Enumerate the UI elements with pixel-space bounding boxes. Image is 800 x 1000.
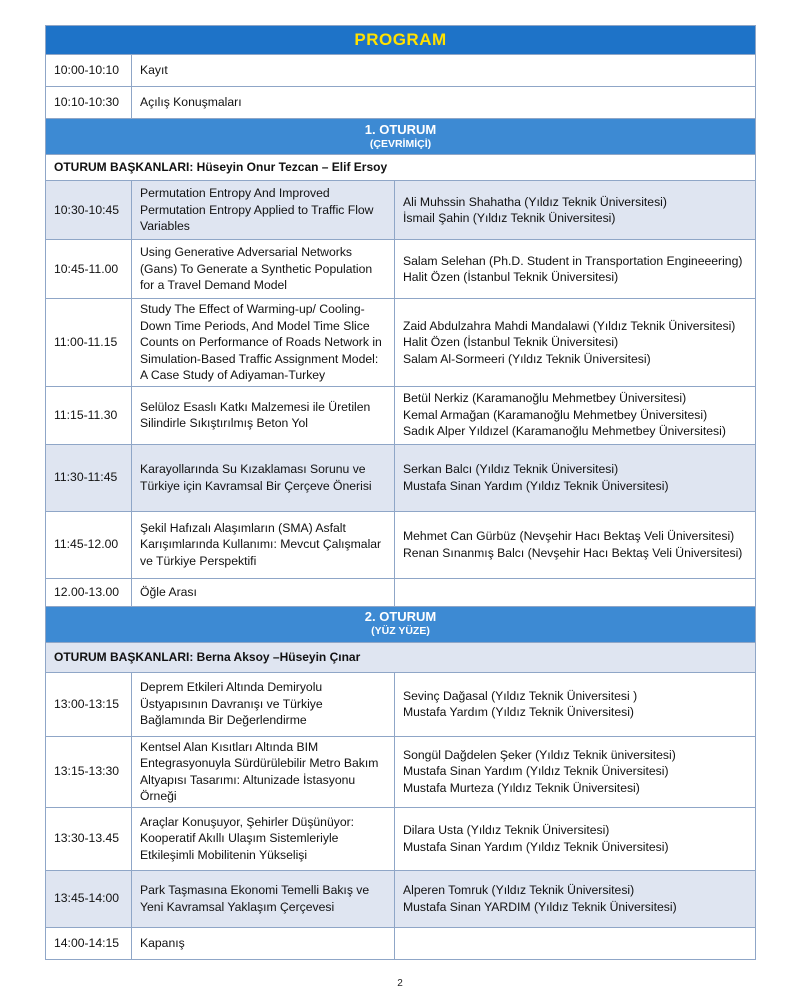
author: Renan Sınanmış Balcı (Nevşehir Hacı Bektaş Veli Üniversitesi) — [403, 545, 743, 560]
author: Sevinç Dağasal (Yıldız Teknik Üniversitesi ) — [403, 688, 638, 703]
talk-authors — [395, 736, 756, 807]
talk-row — [46, 240, 756, 299]
author: Mustafa Murteza (Yıldız Teknik Üniversitesi) — [403, 780, 640, 795]
talk-time: 11:00-11.15 — [46, 299, 132, 387]
author: Zaid Abdulzahra Mahdi Mandalawi (Yıldız Teknik Üniversitesi) — [403, 318, 736, 333]
author: Mustafa Sinan Yardım (Yıldız Teknik Üniversitesi) — [403, 764, 669, 779]
talk-authors — [395, 181, 756, 240]
empty-cell — [395, 927, 756, 959]
talk-title: Park Taşmasına Ekonomi Temelli Bakış ve Yeni Kavramsal Yaklaşım Çerçevesi — [132, 870, 395, 927]
talk-authors — [395, 240, 756, 299]
talk-row — [46, 870, 756, 927]
talk-time: 13:15-13:30 — [46, 736, 132, 807]
session-1-chairs: OTURUM BAŞKANLARI: Hüseyin Onur Tezcan – Elif Ersoy — [46, 155, 756, 181]
session-2-chairs-row — [46, 642, 756, 672]
talk-row — [46, 736, 756, 807]
talk-authors — [395, 807, 756, 870]
talk-row — [46, 386, 756, 444]
talk-row — [46, 807, 756, 870]
talk-time: 13:45-14:00 — [46, 870, 132, 927]
author: İsmail Şahin (Yıldız Teknik Üniversitesi) — [403, 211, 616, 225]
author: Alperen Tomruk (Yıldız Teknik Üniversitesi) — [403, 883, 635, 897]
author: Salam Al-Sormeeri (Yıldız Teknik Üniversitesi) — [403, 351, 651, 366]
talk-authors — [395, 672, 756, 736]
session-1-mode: (ÇEVRİMİÇİ) — [369, 137, 432, 150]
program-table — [45, 25, 756, 960]
talk-title: Karayollarında Su Kızaklaması Sorunu ve Türkiye için Kavramsal Bir Çerçeve Önerisi — [132, 444, 395, 511]
talk-title: Selüloz Esaslı Katkı Malzemesi ile Üretilen Silindirle Sıkıştırılmış Beton Yol — [132, 386, 395, 444]
talk-time: 13:30-13.45 — [46, 807, 132, 870]
session-1-name: 1. OTURUM — [364, 121, 437, 137]
author: Halit Özen (İstanbul Teknik Üniversitesi) — [403, 270, 619, 284]
talk-authors — [395, 299, 756, 387]
author: Songül Dağdelen Şeker (Yıldız Teknik üniversitesi) — [403, 747, 676, 762]
schedule-row-opening — [46, 87, 756, 119]
talk-authors — [395, 511, 756, 578]
talk-title: Using Generative Adversarial Networks (Gans) To Generate a Synthetic Population for a Travel Demand Model — [132, 240, 395, 299]
time-cell: 12.00-13.00 — [46, 578, 132, 606]
schedule-row-closing — [46, 927, 756, 959]
talk-row — [46, 299, 756, 387]
author: Kemal Armağan (Karamanoğlu Mehmetbey Üniversitesi) — [403, 407, 708, 422]
talk-title: Araçlar Konuşuyor, Şehirler Düşünüyor: Kooperatif Akıllı Ulaşım Sistemleriyle Etkileşimli Mobilitenin Yükselişi — [132, 807, 395, 870]
author: Mehmet Can Gürbüz (Nevşehir Hacı Bektaş Veli Üniversitesi) — [403, 529, 735, 543]
session-2-heading — [46, 606, 756, 642]
author: Halit Özen (İstanbul Teknik Üniversitesi) — [403, 335, 619, 349]
session-2-mode: (YÜZ YÜZE) — [371, 625, 430, 637]
talk-time: 10:30-10:45 — [46, 181, 132, 240]
author: Serkan Balcı (Yıldız Teknik Üniversitesi) — [403, 462, 619, 476]
author: Salam Selehan (Ph.D. Student in Transportation Engineeering) — [403, 253, 743, 268]
author: Dilara Usta (Yıldız Teknik Üniversitesi) — [403, 823, 610, 837]
author: Mustafa Sinan Yardım (Yıldız Teknik Üniversitesi) — [403, 839, 669, 854]
empty-cell — [395, 578, 756, 606]
author: Sadık Alper Yıldızel (Karamanoğlu Mehmetbey Üniversitesi) — [403, 424, 726, 439]
talk-time: 11:30-11:45 — [46, 444, 132, 511]
time-cell: 14:00-14:15 — [46, 927, 132, 959]
schedule-row-lunch — [46, 578, 756, 606]
session-2-name: 2. OTURUM — [364, 609, 437, 624]
talk-authors — [395, 870, 756, 927]
item-cell: Öğle Arası — [132, 578, 395, 606]
talk-title: Study The Effect of Warming-up/ Cooling-Down Time Periods, And Model Time Slice Counts on Performance of Roads Network in Simulation-Based Traffic Assignment Model: A Case Study of Adiyaman-Turkey — [132, 299, 395, 387]
schedule-row-registration — [46, 55, 756, 87]
talk-title: Kentsel Alan Kısıtları Altında BIM Entegrasyonuyla Sürdürülebilir Metro Bakım Altyapısı Tasarımı: Altunizade İstasyonu Örneği — [132, 736, 395, 807]
talk-authors — [395, 386, 756, 444]
item-cell: Kayıt — [132, 55, 756, 87]
author: Mustafa Yardım (Yıldız Teknik Üniversitesi) — [403, 705, 634, 719]
session-1-header — [46, 119, 756, 155]
session-1-chairs-row — [46, 155, 756, 181]
page-number: 2 — [397, 978, 403, 989]
author: Mustafa Sinan YARDIM (Yıldız Teknik Üniversitesi) — [403, 899, 677, 914]
time-cell: 10:10-10:30 — [46, 87, 132, 119]
talk-time: 11:45-12.00 — [46, 511, 132, 578]
session-2-chairs: OTURUM BAŞKANLARI: Berna Aksoy –Hüseyin Çınar — [46, 642, 756, 672]
talk-row — [46, 672, 756, 736]
author: Betül Nerkiz (Karamanoğlu Mehmetbey Üniversitesi) — [403, 391, 687, 406]
item-cell: Kapanış — [132, 927, 395, 959]
talk-time: 10:45-11.00 — [46, 240, 132, 299]
talk-row — [46, 444, 756, 511]
program-title: PROGRAM — [46, 26, 756, 55]
talk-title: Şekil Hafızalı Alaşımların (SMA) Asfalt Karışımlarında Kullanımı: Mevcut Çalışmalar ve Türkiye Perspektifi — [132, 511, 395, 578]
talk-title: Deprem Etkileri Altında Demiryolu Üstyapısının Davranışı ve Türkiye Bağlamında Bir Değerlendirme — [132, 672, 395, 736]
talk-authors — [395, 444, 756, 511]
item-cell: Açılış Konuşmaları — [132, 87, 756, 119]
talk-time: 11:15-11.30 — [46, 386, 132, 444]
author: Mustafa Sinan Yardım (Yıldız Teknik Üniversitesi) — [403, 478, 669, 493]
talk-row — [46, 511, 756, 578]
program-title-row — [46, 26, 756, 55]
session-1-heading — [46, 119, 756, 155]
time-cell: 10:00-10:10 — [46, 55, 132, 87]
talk-row — [46, 181, 756, 240]
talk-time: 13:00-13:15 — [46, 672, 132, 736]
author: Ali Muhssin Shahatha (Yıldız Teknik Üniversitesi) — [403, 194, 667, 209]
talk-title: Permutation Entropy And Improved Permutation Entropy Applied to Traffic Flow Variables — [132, 181, 395, 240]
session-2-header — [46, 606, 756, 642]
